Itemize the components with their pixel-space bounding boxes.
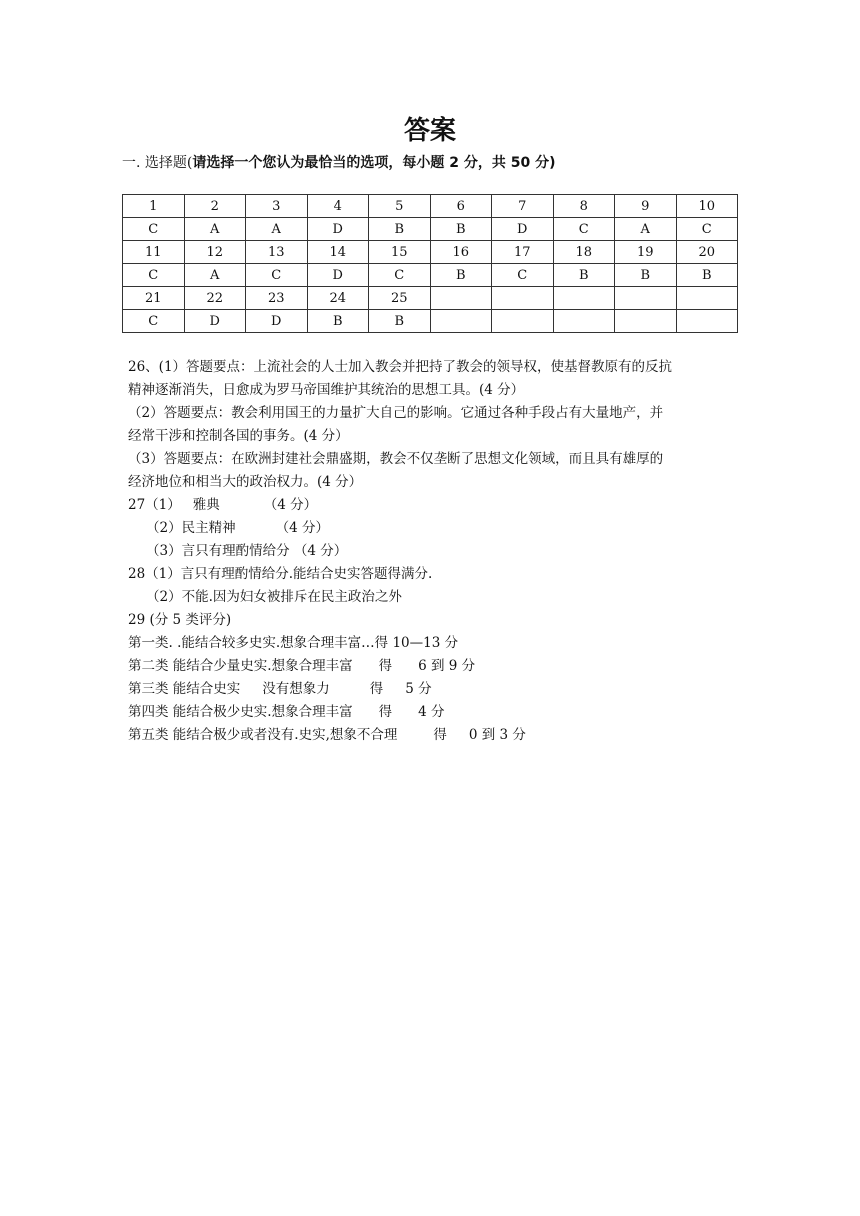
answer-cell: B [430, 218, 492, 241]
section-heading-prefix: 一. 选择题( [122, 155, 193, 171]
q27-answer: 雅典 [192, 497, 220, 513]
answer-cell: C [123, 218, 185, 241]
q26-part3-line2: 经济地位和相当大的政治权力。(4 分） [128, 474, 363, 490]
answer-cell: D [492, 218, 554, 241]
q27-part2-score: （4 分） [275, 520, 329, 536]
answer-cell: B [307, 310, 369, 333]
q29-c2-score: 6 到 9 分 [418, 658, 476, 674]
table-row [123, 287, 738, 310]
q29-c4-get: 得 [378, 704, 393, 720]
answer-cell [676, 310, 738, 333]
answer-table [122, 194, 738, 333]
answer-cell [553, 310, 615, 333]
answer-cell: C [369, 264, 431, 287]
question-number-cell: 14 [307, 241, 369, 264]
answer-cell: C [676, 218, 738, 241]
q26-part1-line1: 26、(1）答题要点：上流社会的人士加入教会并把持了教会的领导权，使基督教原有的反抗 [128, 359, 673, 375]
question-number-cell: 24 [307, 287, 369, 310]
answer-cell: A [615, 218, 677, 241]
question-number-cell [553, 287, 615, 310]
question-number-cell: 3 [246, 195, 308, 218]
q26-part2-line1: （2）答题要点：教会利用国王的力量扩大自己的影响。它通过各种手段占有大量地产，并 [128, 405, 664, 421]
q29-c5-get: 得 [433, 727, 447, 743]
q28-line2: （2）不能.因为妇女被排斥在民主政治之外 [146, 589, 402, 605]
question-number-cell [676, 287, 738, 310]
q29-c2-desc: 第二类 能结合少量史实.想象合理丰富 [128, 658, 353, 674]
q27-label: 27（1） [128, 497, 181, 513]
question-number-cell: 11 [123, 241, 185, 264]
answer-cell: C [123, 310, 185, 333]
question-number-cell: 10 [676, 195, 738, 218]
q29-c2-get: 得 [378, 658, 393, 674]
q26-part1-line2: 精神逐渐消失，日愈成为罗马帝国维护其统治的思想工具。(4 分） [128, 382, 525, 398]
table-row [123, 264, 738, 287]
question-number-cell: 15 [369, 241, 431, 264]
answer-cell: B [369, 218, 431, 241]
q26-part2-line2: 经常干涉和控制各国的事务。(4 分） [128, 428, 349, 444]
question-number-cell: 6 [430, 195, 492, 218]
answer-cell: B [369, 310, 431, 333]
question-number-cell: 23 [246, 287, 308, 310]
question-number-cell: 25 [369, 287, 431, 310]
answer-cell: D [307, 218, 369, 241]
question-number-cell: 13 [246, 241, 308, 264]
q29-c3-score: 5 分 [405, 681, 432, 697]
question-number-cell: 5 [369, 195, 431, 218]
q29-header: 29 (分 5 类评分) [128, 612, 232, 628]
question-number-cell: 18 [553, 241, 615, 264]
q28-line1: 28（1）言只有理酌情给分.能结合史实答题得满分. [128, 566, 433, 582]
answer-cell: C [553, 218, 615, 241]
q27-line2 [128, 517, 738, 540]
q29-c3-note: 没有想象力 [262, 681, 330, 697]
answer-cell: B [615, 264, 677, 287]
q29-c3-desc: 第三类 能结合史实 [128, 681, 241, 697]
question-number-cell: 7 [492, 195, 554, 218]
q29-category-2 [128, 655, 738, 678]
q26-part3-line1: （3）答题要点：在欧洲封建社会鼎盛期，教会不仅垄断了思想文化领域，而且具有雄厚的 [128, 451, 664, 467]
question-number-cell: 12 [184, 241, 246, 264]
answer-cell: A [246, 218, 308, 241]
answer-cell [615, 310, 677, 333]
table-row [123, 195, 738, 218]
q29-c5-desc: 第五类 能结合极少或者没有.史实,想象不合理 [128, 727, 398, 743]
question-number-cell: 20 [676, 241, 738, 264]
table-row [123, 241, 738, 264]
table-row [123, 218, 738, 241]
question-number-cell: 16 [430, 241, 492, 264]
question-number-cell: 17 [492, 241, 554, 264]
question-number-cell: 22 [184, 287, 246, 310]
q27-line1 [128, 494, 738, 517]
q29-c4-desc: 第四类 能结合极少史实.想象合理丰富 [128, 704, 353, 720]
section-heading [122, 152, 556, 172]
answer-cell: B [676, 264, 738, 287]
answer-cell: D [246, 310, 308, 333]
section-heading-instructions: 请选择一个您认为最恰当的选项，每小题 2 分，共 50 分) [192, 155, 556, 171]
q29-c3-get: 得 [369, 681, 384, 697]
question-number-cell: 19 [615, 241, 677, 264]
q27-part2: （2）民主精神 [146, 520, 236, 536]
answer-cell [492, 310, 554, 333]
answer-cell: B [430, 264, 492, 287]
page-title: 答案 [403, 116, 456, 146]
q29-c5-score: 0 到 3 分 [468, 727, 526, 743]
answer-cell: C [492, 264, 554, 287]
question-number-cell: 2 [184, 195, 246, 218]
question-number-cell: 9 [615, 195, 677, 218]
answer-cell: C [246, 264, 308, 287]
answer-cell: D [307, 264, 369, 287]
q27-score: （4 分） [263, 497, 318, 513]
question-number-cell: 4 [307, 195, 369, 218]
q27-line3: （3）言只有理酌情给分 （4 分） [146, 543, 348, 559]
table-row [123, 310, 738, 333]
question-number-cell: 1 [123, 195, 185, 218]
question-number-cell [430, 287, 492, 310]
q29-category-1: 第一类. .能结合较多史实.想象合理丰富…得 10—13 分 [128, 635, 459, 651]
question-number-cell [615, 287, 677, 310]
q29-category-5 [128, 724, 738, 747]
q29-category-3 [128, 678, 738, 701]
answer-cell: A [184, 264, 246, 287]
question-number-cell: 8 [553, 195, 615, 218]
q29-c4-score: 4 分 [418, 704, 445, 720]
q29-category-4 [128, 701, 738, 724]
question-number-cell: 21 [123, 287, 185, 310]
question-number-cell [492, 287, 554, 310]
answer-cell: D [184, 310, 246, 333]
answers-body [128, 356, 738, 747]
answer-cell: A [184, 218, 246, 241]
answer-cell: C [123, 264, 185, 287]
answer-cell [430, 310, 492, 333]
answer-cell: B [553, 264, 615, 287]
